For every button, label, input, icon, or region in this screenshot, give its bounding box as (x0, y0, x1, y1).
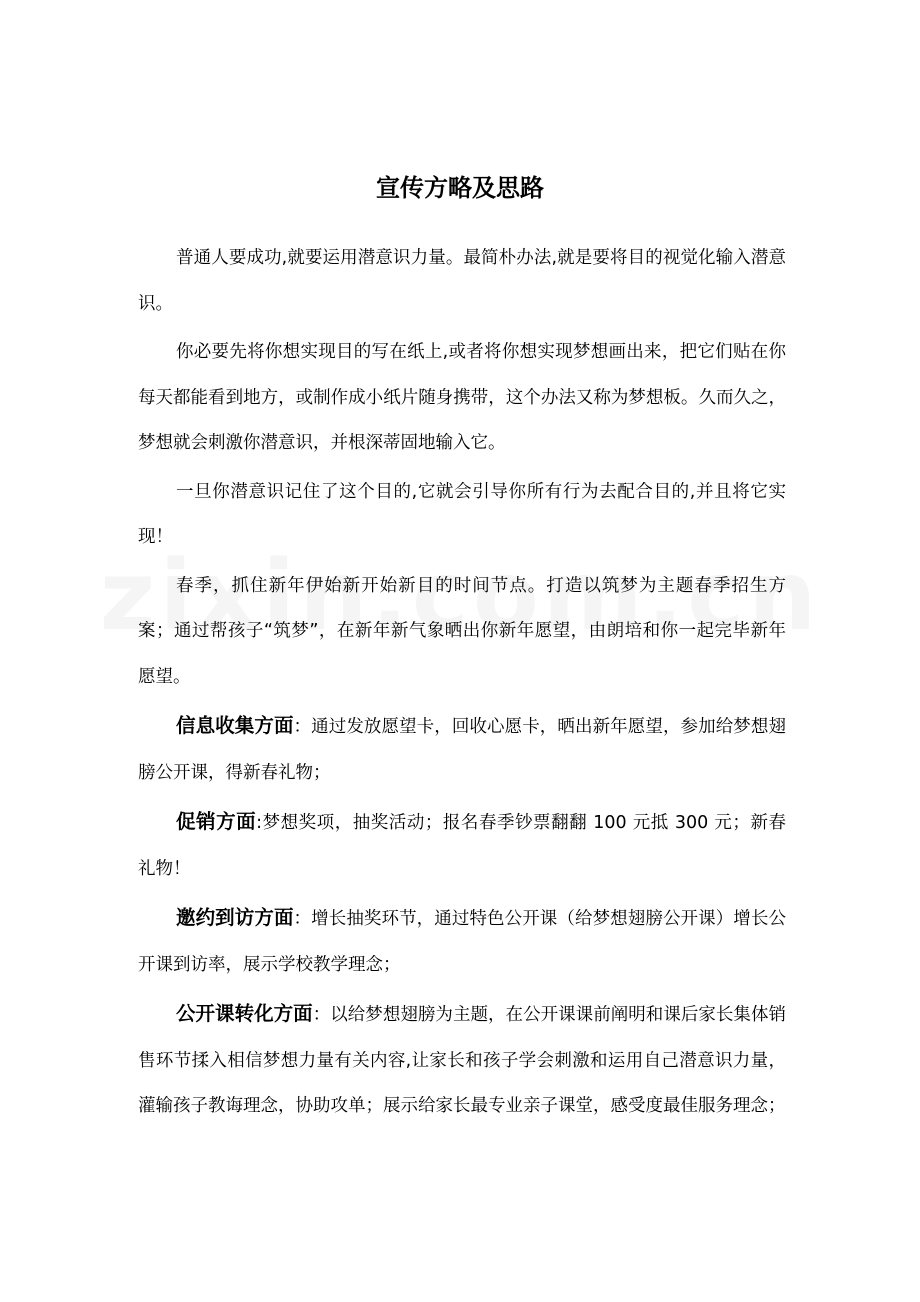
paragraph-spring-plan: 春季，抓住新年伊始新开始新目的时间节点。打造以筑梦为主题春季招生方案；通过帮孩子“筑梦”，在新年新气象晒出你新年愿望，由朗培和你一起完毕新年愿望。 (138, 575, 786, 687)
document-body (138, 236, 786, 1133)
section-open-class-conversion (138, 991, 786, 1130)
section-heading: 信息收集方面 (176, 714, 294, 737)
section-text: ：增长抽奖环节，通过特色公开课（给梦想翅膀公开课）增长公开课到访率，展示学校教学理念； (138, 909, 786, 975)
section-heading: 促销方面 (176, 810, 257, 833)
page-title: 宣传方略及思路 (376, 174, 544, 202)
paragraph-subconscious: 普通人要成功,就要运用潜意识力量。最简朴办法,就是要将目的视觉化输入潜意识。 (138, 248, 786, 314)
paragraph-goal-realization: 一旦你潜意识记住了这个目的,它就会引导你所有行为去配合目的,并且将它实现！ (138, 481, 786, 547)
section-text: :梦想奖项，抽奖活动；报名春季钞票翻翻 100 元抵 300 元；新春礼物！ (138, 813, 786, 879)
section-invitation-visit (138, 895, 786, 988)
section-heading: 邀约到访方面 (176, 906, 294, 929)
section-heading: 公开课转化方面 (176, 1002, 313, 1025)
section-text: ：通过发放愿望卡，回收心愿卡，晒出新年愿望，参加给梦想翅膀公开课，得新春礼物； (138, 717, 786, 783)
section-promotion (138, 799, 786, 892)
section-text: ：以给梦想翅膀为主题，在公开课课前阐明和课后家长集体销售环节揉入相信梦想力量有关内容,让家长和孩子学会刺激和运用自己潜意识力量，灌输孩子教诲理念，协助攻单；展示给家长最专业亲子课堂，感受度最佳服务理念； (138, 1005, 786, 1116)
paragraph-dream-board: 你必要先将你想实现目的写在纸上,或者将你想实现梦想画出来，把它们贴在你每天都能看到地方，或制作成小纸片随身携带，这个办法又称为梦想板。久而久之，梦想就会刺激你潜意识，并根深蒂固地输入它。 (138, 342, 786, 453)
section-information-collection (138, 703, 786, 796)
